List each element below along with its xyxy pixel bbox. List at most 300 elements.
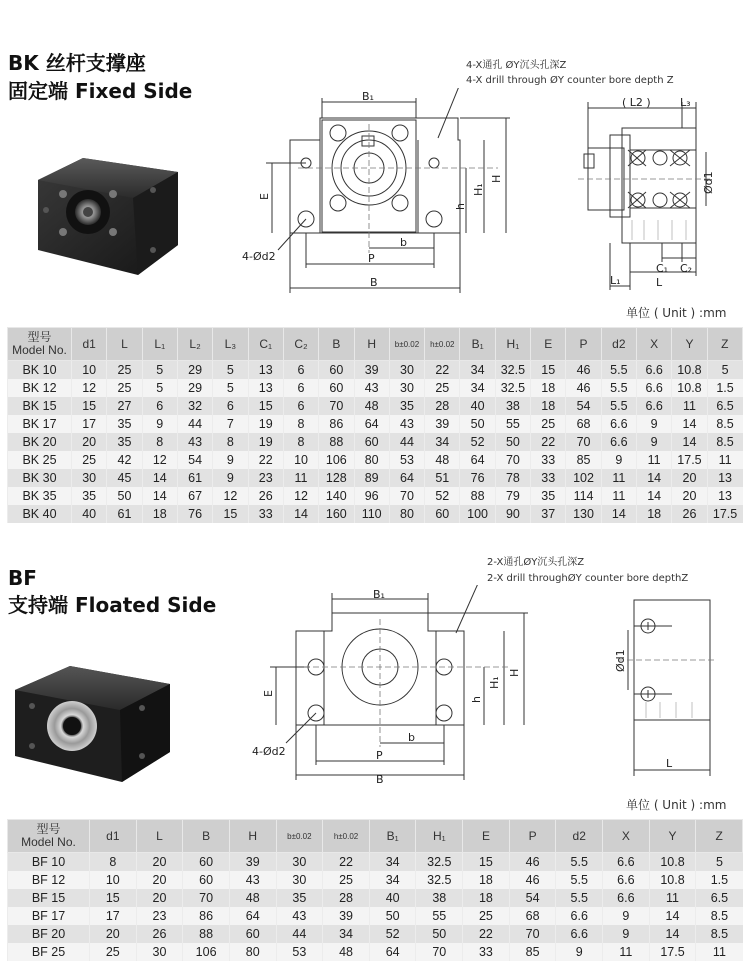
bk-value-cell: 160	[319, 505, 354, 523]
bk-value-cell: 22	[531, 433, 566, 451]
bf-annotation-cn: 2-X通孔ØY沉头孔深Z	[487, 557, 585, 568]
bk-value-cell: 13	[248, 379, 283, 397]
bf-unit-label: 单位 ( Unit ) :mm	[626, 798, 727, 812]
bk-value-cell: 54	[177, 451, 212, 469]
bk-value-cell: 43	[389, 415, 424, 433]
bk-value-cell: 25	[107, 361, 142, 380]
bk-value-cell: 32.5	[495, 379, 530, 397]
bk-value-cell: 1.5	[707, 379, 742, 397]
bf-dim-b: b	[408, 731, 415, 744]
bk-value-cell: 52	[425, 487, 460, 505]
bk-value-cell: 52	[460, 433, 495, 451]
bk-value-cell: 6.6	[601, 415, 636, 433]
bk-value-cell: 5.5	[601, 379, 636, 397]
bk-value-cell: 6.6	[637, 379, 672, 397]
bf-value-cell: 32.5	[416, 871, 463, 889]
bf-value-cell: 70	[183, 889, 230, 907]
bk-header-cell: L₁	[142, 328, 177, 361]
bk-value-cell: 8	[213, 433, 248, 451]
bf-front-drawing	[248, 585, 530, 790]
bf-value-cell: 54	[509, 889, 556, 907]
bf-dim-h1: H₁	[488, 676, 501, 689]
bk-value-cell: 5	[213, 379, 248, 397]
bk-value-cell: 68	[566, 415, 601, 433]
bk-value-cell: 29	[177, 379, 212, 397]
bk-value-cell: 50	[107, 487, 142, 505]
bk-dim-l: L	[656, 276, 663, 289]
bk-value-cell: 6	[283, 397, 318, 415]
bk-value-cell: 25	[531, 415, 566, 433]
bf-value-cell: 53	[276, 943, 323, 961]
bk-value-cell: 29	[177, 361, 212, 380]
bf-dim-b1: B₁	[373, 588, 385, 601]
bf-header-cell: P	[509, 820, 556, 853]
bk-value-cell: 76	[177, 505, 212, 523]
bk-value-cell: 10	[72, 361, 107, 380]
bf-header-cell: d2	[556, 820, 603, 853]
bf-value-cell: 10.8	[649, 871, 696, 889]
bk-value-cell: 42	[107, 451, 142, 469]
bk-value-cell: 17	[72, 415, 107, 433]
bk-value-cell: 12	[213, 487, 248, 505]
bk-value-cell: 5	[213, 361, 248, 380]
bf-value-cell: 70	[509, 925, 556, 943]
bk-dim-c1: C₁	[656, 262, 669, 275]
bf-value-cell: 6.6	[603, 853, 650, 872]
bf-value-cell: 43	[229, 871, 276, 889]
bk-value-cell: 23	[248, 469, 283, 487]
bk-value-cell: 8	[142, 433, 177, 451]
bk-value-cell: 26	[248, 487, 283, 505]
bk-table-row	[8, 379, 743, 397]
bk-value-cell: 61	[177, 469, 212, 487]
bf-value-cell: 8.5	[696, 907, 743, 925]
bk-value-cell: 8.5	[707, 433, 742, 451]
bk-value-cell: 5	[142, 379, 177, 397]
bf-value-cell: 46	[509, 853, 556, 872]
bf-value-cell: 55	[416, 907, 463, 925]
bk-value-cell: 14	[672, 433, 707, 451]
bk-value-cell: 60	[319, 361, 354, 380]
bk-header-cell: C₂	[283, 328, 318, 361]
bk-value-cell: 14	[142, 487, 177, 505]
bk-value-cell: 35	[107, 415, 142, 433]
bf-value-cell: 8	[90, 853, 137, 872]
bk-value-cell: 20	[672, 487, 707, 505]
bk-dim-d1: Ød1	[702, 171, 715, 194]
bf-value-cell: 39	[229, 853, 276, 872]
bk-value-cell: 11	[283, 469, 318, 487]
bk-value-cell: 64	[389, 469, 424, 487]
bk-value-cell: 9	[213, 451, 248, 469]
bf-value-cell: 38	[416, 889, 463, 907]
bk-dim-h1: H₁	[472, 183, 485, 196]
bk-header-cell: L₃	[213, 328, 248, 361]
bk-dim-h: H	[490, 174, 503, 183]
bk-header-cell: h±0.02	[425, 328, 460, 361]
bk-value-cell: 20	[72, 433, 107, 451]
bk-value-cell: 22	[248, 451, 283, 469]
bk-value-cell: 78	[495, 469, 530, 487]
bk-value-cell: 34	[425, 433, 460, 451]
bk-dim-b: b	[400, 236, 407, 249]
bf-value-cell: 85	[509, 943, 556, 961]
bk-header-cell: C₁	[248, 328, 283, 361]
bf-header-cell: B₁	[369, 820, 416, 853]
bf-side-drawing	[598, 590, 718, 790]
bf-value-cell: 5.5	[556, 871, 603, 889]
bk-value-cell: 10.8	[672, 361, 707, 380]
bk-value-cell: 60	[425, 505, 460, 523]
bk-value-cell: 25	[425, 379, 460, 397]
bf-value-cell: 30	[136, 943, 183, 961]
bf-header-cell: E	[463, 820, 510, 853]
bf-value-cell: 23	[136, 907, 183, 925]
bf-value-cell: 1.5	[696, 871, 743, 889]
bk-value-cell: 114	[566, 487, 601, 505]
bf-value-cell: 20	[136, 889, 183, 907]
bf-header-model: 型号 Model No.	[8, 820, 90, 853]
bf-value-cell: 30	[276, 871, 323, 889]
bk-value-cell: 35	[389, 397, 424, 415]
bf-header-cell: Z	[696, 820, 743, 853]
bk-value-cell: 85	[566, 451, 601, 469]
bf-value-cell: 9	[603, 925, 650, 943]
bk-value-cell: 8.5	[707, 415, 742, 433]
bk-value-cell: 12	[72, 379, 107, 397]
bf-model-cell: BF 15	[8, 889, 90, 907]
bk-value-cell: 6.6	[601, 433, 636, 451]
bf-value-cell: 22	[323, 853, 370, 872]
bf-spec-table	[7, 819, 743, 961]
bk-value-cell: 18	[531, 397, 566, 415]
bk-model-cell: BK 15	[8, 397, 72, 415]
bk-value-cell: 13	[707, 469, 742, 487]
bk-value-cell: 39	[425, 415, 460, 433]
bf-value-cell: 34	[369, 871, 416, 889]
bf-value-cell: 80	[229, 943, 276, 961]
bk-value-cell: 64	[460, 451, 495, 469]
bk-value-cell: 128	[319, 469, 354, 487]
bf-value-cell: 20	[90, 925, 137, 943]
bf-value-cell: 15	[463, 853, 510, 872]
bf-value-cell: 11	[696, 943, 743, 961]
bf-model-cell: BF 10	[8, 853, 90, 872]
bf-title: BF	[8, 566, 37, 590]
bk-value-cell: 32	[177, 397, 212, 415]
bf-value-cell: 88	[183, 925, 230, 943]
bf-value-cell: 5.5	[556, 853, 603, 872]
bf-value-cell: 44	[276, 925, 323, 943]
bk-header-cell: E	[531, 328, 566, 361]
bk-unit-label: 单位 ( Unit ) :mm	[626, 306, 727, 320]
bk-header-cell: Z	[707, 328, 742, 361]
bf-value-cell: 28	[323, 889, 370, 907]
bk-value-cell: 44	[389, 433, 424, 451]
bf-value-cell: 25	[323, 871, 370, 889]
bk-dim-l3: L₃	[680, 96, 691, 109]
bk-value-cell: 70	[566, 433, 601, 451]
bf-dim-p: P	[376, 749, 383, 762]
bk-value-cell: 43	[354, 379, 389, 397]
bk-table-row	[8, 451, 743, 469]
bk-value-cell: 11	[707, 451, 742, 469]
bf-value-cell: 106	[183, 943, 230, 961]
bf-dim-h-small: h	[470, 696, 483, 703]
bf-value-cell: 6.6	[556, 925, 603, 943]
bk-value-cell: 18	[531, 379, 566, 397]
bk-value-cell: 110	[354, 505, 389, 523]
bf-value-cell: 50	[416, 925, 463, 943]
bk-value-cell: 70	[389, 487, 424, 505]
bf-header-cell: b±0.02	[276, 820, 323, 853]
bk-header-cell: b±0.02	[389, 328, 424, 361]
bk-value-cell: 14	[637, 469, 672, 487]
bk-value-cell: 53	[389, 451, 424, 469]
bf-dim-e: E	[262, 690, 275, 697]
bk-value-cell: 30	[389, 361, 424, 380]
bf-value-cell: 17.5	[649, 943, 696, 961]
bk-value-cell: 6.5	[707, 397, 742, 415]
bk-header-cell: H	[354, 328, 389, 361]
bf-dim-d1: Ød1	[614, 649, 627, 672]
bk-dim-p: P	[368, 252, 375, 265]
bk-value-cell: 6.6	[637, 397, 672, 415]
bk-table-row	[8, 505, 743, 523]
bf-value-cell: 46	[509, 871, 556, 889]
bk-value-cell: 34	[460, 361, 495, 380]
bf-value-cell: 86	[183, 907, 230, 925]
bk-value-cell: 70	[495, 451, 530, 469]
bk-value-cell: 12	[142, 451, 177, 469]
bk-subtitle: 固定端 Fixed Side	[8, 79, 193, 103]
bk-value-cell: 100	[460, 505, 495, 523]
bk-value-cell: 130	[566, 505, 601, 523]
bk-value-cell: 45	[107, 469, 142, 487]
bk-annotation-cn: 4-X通孔 ØY沉头孔深Z	[466, 60, 567, 71]
bk-value-cell: 37	[531, 505, 566, 523]
bk-value-cell: 5.5	[601, 397, 636, 415]
bk-header-cell: X	[637, 328, 672, 361]
bk-value-cell: 11	[637, 451, 672, 469]
bk-table-row	[8, 397, 743, 415]
bk-value-cell: 46	[566, 361, 601, 380]
bk-model-cell: BK 25	[8, 451, 72, 469]
bf-annotation-en: 2-X drill throughØY counter bore depthZ	[487, 573, 689, 584]
bk-value-cell: 6	[142, 397, 177, 415]
bk-header-cell: Y	[672, 328, 707, 361]
bk-value-cell: 38	[495, 397, 530, 415]
bk-value-cell: 10.8	[672, 379, 707, 397]
bk-value-cell: 9	[142, 415, 177, 433]
bf-value-cell: 70	[416, 943, 463, 961]
bk-value-cell: 76	[460, 469, 495, 487]
bf-dim-d2: 4-Ød2	[252, 745, 286, 758]
bf-header-cell: H	[229, 820, 276, 853]
bk-value-cell: 9	[637, 433, 672, 451]
bf-value-cell: 6.6	[603, 889, 650, 907]
bk-dim-b1: B₁	[362, 90, 374, 103]
bf-value-cell: 60	[229, 925, 276, 943]
bk-header-cell: L₂	[177, 328, 212, 361]
bk-header-cell: P	[566, 328, 601, 361]
bk-product-photo	[28, 150, 188, 278]
bk-value-cell: 25	[72, 451, 107, 469]
bk-spec-table	[7, 327, 743, 523]
bk-value-cell: 9	[601, 451, 636, 469]
bk-value-cell: 34	[460, 379, 495, 397]
bf-header-cell: Y	[649, 820, 696, 853]
bk-header-cell: B	[319, 328, 354, 361]
bf-value-cell: 32.5	[416, 853, 463, 872]
bk-value-cell: 26	[672, 505, 707, 523]
bk-value-cell: 43	[177, 433, 212, 451]
bk-value-cell: 88	[319, 433, 354, 451]
bk-value-cell: 51	[425, 469, 460, 487]
bk-value-cell: 11	[601, 487, 636, 505]
bk-value-cell: 8	[283, 415, 318, 433]
bk-header-model: 型号 Model No.	[8, 328, 72, 361]
bf-value-cell: 34	[369, 853, 416, 872]
bk-value-cell: 18	[637, 505, 672, 523]
bk-table-row	[8, 415, 743, 433]
bf-subtitle: 支持端 Floated Side	[8, 593, 217, 617]
bk-value-cell: 80	[389, 505, 424, 523]
bk-value-cell: 33	[531, 451, 566, 469]
bf-value-cell: 39	[323, 907, 370, 925]
bf-value-cell: 43	[276, 907, 323, 925]
bk-value-cell: 19	[248, 433, 283, 451]
bk-value-cell: 60	[319, 379, 354, 397]
bk-value-cell: 7	[213, 415, 248, 433]
bf-value-cell: 9	[556, 943, 603, 961]
bk-value-cell: 15	[213, 505, 248, 523]
bk-model-cell: BK 20	[8, 433, 72, 451]
bf-header-cell: B	[183, 820, 230, 853]
bk-value-cell: 20	[672, 469, 707, 487]
bk-value-cell: 15	[248, 397, 283, 415]
bk-value-cell: 80	[354, 451, 389, 469]
bk-model-cell: BK 10	[8, 361, 72, 380]
bf-model-cell: BF 12	[8, 871, 90, 889]
bf-header-cell: d1	[90, 820, 137, 853]
bf-table-header	[8, 820, 743, 853]
bk-value-cell: 14	[601, 505, 636, 523]
bf-value-cell: 14	[649, 907, 696, 925]
bk-value-cell: 89	[354, 469, 389, 487]
bk-value-cell: 17.5	[672, 451, 707, 469]
bf-value-cell: 20	[136, 871, 183, 889]
bk-value-cell: 11	[672, 397, 707, 415]
bf-header-cell: H₁	[416, 820, 463, 853]
bk-value-cell: 30	[389, 379, 424, 397]
bf-header-cell: h±0.02	[323, 820, 370, 853]
bk-header-cell: L	[107, 328, 142, 361]
bk-value-cell: 9	[637, 415, 672, 433]
bf-header-cell: X	[603, 820, 650, 853]
bf-value-cell: 14	[649, 925, 696, 943]
bk-model-cell: BK 40	[8, 505, 72, 523]
bf-value-cell: 6.6	[556, 907, 603, 925]
bk-value-cell: 35	[107, 433, 142, 451]
bk-table-row	[8, 433, 743, 451]
bk-value-cell: 27	[107, 397, 142, 415]
bk-model-cell: BK 35	[8, 487, 72, 505]
bk-value-cell: 10	[283, 451, 318, 469]
bf-value-cell: 5.5	[556, 889, 603, 907]
bk-dim-l2: ( L2 )	[622, 96, 651, 109]
bk-value-cell: 79	[495, 487, 530, 505]
bf-value-cell: 6.5	[696, 889, 743, 907]
bk-value-cell: 33	[248, 505, 283, 523]
bf-table-row	[8, 853, 743, 872]
bf-dim-h: H	[508, 668, 521, 677]
bf-header-cell: L	[136, 820, 183, 853]
bk-value-cell: 54	[566, 397, 601, 415]
bf-value-cell: 10	[90, 871, 137, 889]
bk-value-cell: 5.5	[601, 361, 636, 380]
bf-value-cell: 11	[603, 943, 650, 961]
bf-value-cell: 11	[649, 889, 696, 907]
bk-dim-b-total: B	[370, 276, 378, 289]
bk-value-cell: 32.5	[495, 361, 530, 380]
bk-value-cell: 6	[283, 379, 318, 397]
bk-value-cell: 33	[531, 469, 566, 487]
bf-value-cell: 34	[323, 925, 370, 943]
bk-dim-c2: C₂	[680, 262, 693, 275]
bf-value-cell: 22	[463, 925, 510, 943]
bk-header-cell: B₁	[460, 328, 495, 361]
bk-value-cell: 5	[142, 361, 177, 380]
bk-model-cell: BK 17	[8, 415, 72, 433]
bk-value-cell: 48	[425, 451, 460, 469]
bk-value-cell: 96	[354, 487, 389, 505]
bk-value-cell: 46	[566, 379, 601, 397]
bk-header-cell: d1	[72, 328, 107, 361]
bk-dim-e: E	[258, 193, 271, 200]
bk-value-cell: 6.6	[637, 361, 672, 380]
bk-value-cell: 48	[354, 397, 389, 415]
bk-value-cell: 90	[495, 505, 530, 523]
bk-value-cell: 6	[213, 397, 248, 415]
bk-value-cell: 50	[495, 433, 530, 451]
bk-value-cell: 50	[460, 415, 495, 433]
bf-value-cell: 40	[369, 889, 416, 907]
bf-value-cell: 25	[463, 907, 510, 925]
bk-value-cell: 88	[460, 487, 495, 505]
bf-value-cell: 25	[90, 943, 137, 961]
bk-model-cell: BK 30	[8, 469, 72, 487]
bf-product-photo	[10, 660, 175, 785]
bf-value-cell: 18	[463, 871, 510, 889]
bk-annotation-en: 4-X drill through ØY counter bore depth Z	[466, 75, 674, 86]
bk-value-cell: 28	[425, 397, 460, 415]
bk-dim-l1: L₁	[610, 274, 621, 287]
bk-front-drawing	[238, 88, 510, 298]
bf-table-row	[8, 925, 743, 943]
bk-value-cell: 40	[72, 505, 107, 523]
bf-model-cell: BF 25	[8, 943, 90, 961]
bf-model-cell: BF 17	[8, 907, 90, 925]
bf-value-cell: 52	[369, 925, 416, 943]
bk-value-cell: 39	[354, 361, 389, 380]
bk-value-cell: 9	[213, 469, 248, 487]
bf-table-row	[8, 889, 743, 907]
bf-value-cell: 68	[509, 907, 556, 925]
bk-value-cell: 44	[177, 415, 212, 433]
bk-table-header	[8, 328, 743, 361]
bf-dim-b-total: B	[376, 773, 384, 786]
